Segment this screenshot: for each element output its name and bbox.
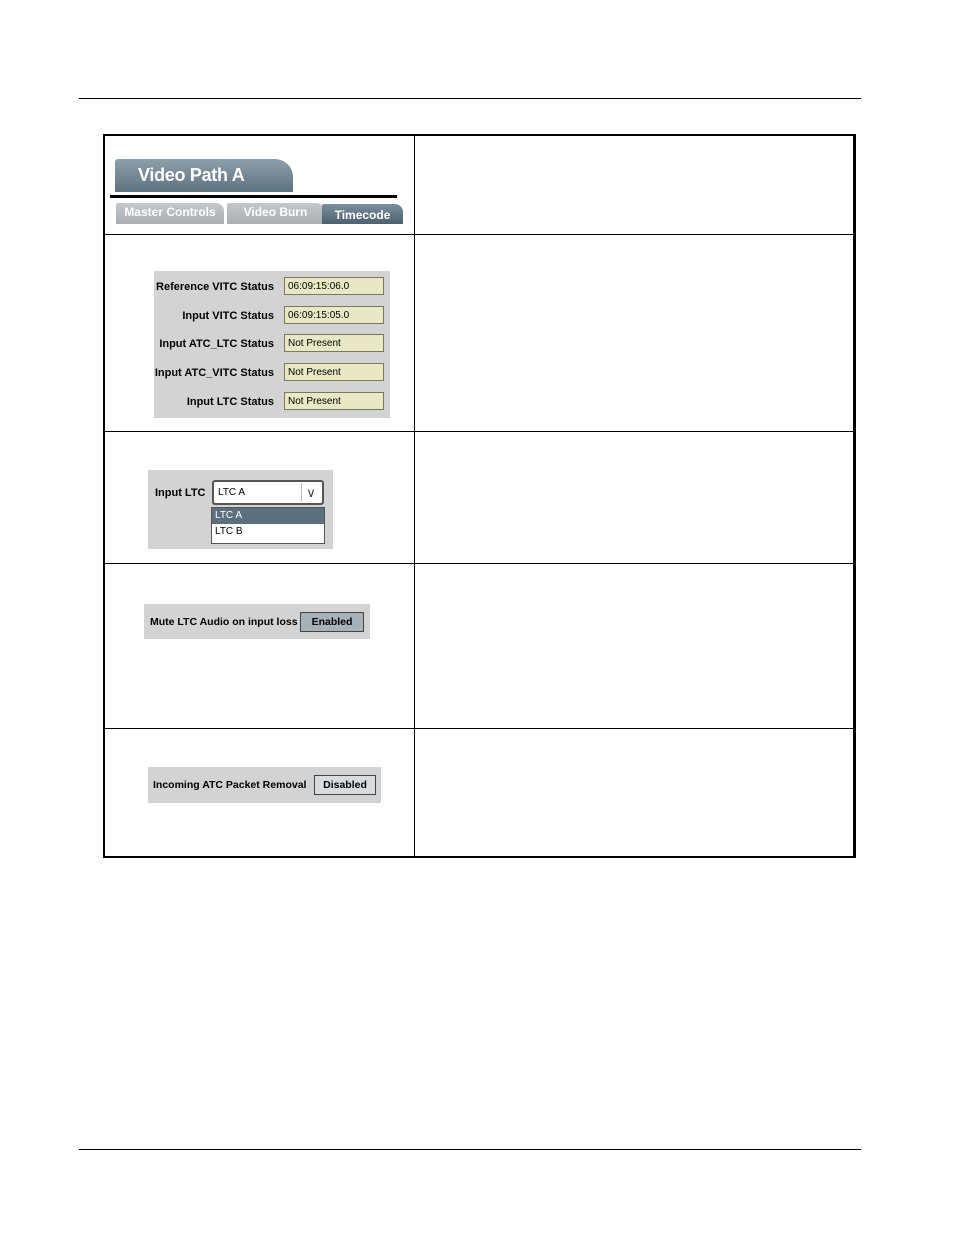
input-ltc-dropdown-list bbox=[211, 507, 325, 544]
mute-cell bbox=[104, 564, 415, 729]
tab-timecode[interactable]: Timecode bbox=[322, 204, 403, 224]
tab-divider bbox=[110, 195, 397, 198]
description-cell bbox=[415, 432, 855, 564]
atc-removal-panel bbox=[148, 767, 381, 803]
input-ltc-cell bbox=[104, 432, 415, 564]
status-field: Not Present bbox=[284, 392, 384, 410]
status-label: Input VITC Status bbox=[182, 310, 274, 322]
status-row bbox=[154, 306, 390, 326]
status-label: Reference VITC Status bbox=[156, 281, 274, 293]
dropdown-option-ltc-b[interactable]: LTC B bbox=[215, 526, 243, 537]
input-ltc-panel bbox=[148, 470, 333, 549]
input-ltc-select[interactable] bbox=[212, 480, 324, 505]
status-row bbox=[154, 363, 390, 383]
status-row bbox=[154, 334, 390, 354]
tab-header-cell bbox=[104, 135, 415, 235]
description-cell bbox=[415, 729, 855, 858]
description-cell bbox=[415, 135, 855, 235]
atc-removal-toggle-button[interactable]: Disabled bbox=[314, 775, 376, 795]
status-row bbox=[154, 277, 390, 297]
status-label: Input ATC_VITC Status bbox=[154, 367, 274, 379]
atc-cell bbox=[104, 729, 415, 858]
status-label: Input LTC Status bbox=[186, 396, 274, 408]
tab-video-burn[interactable]: Video Burn bbox=[227, 203, 324, 224]
input-ltc-label: Input LTC bbox=[155, 487, 206, 499]
status-cell bbox=[104, 235, 415, 432]
status-row bbox=[154, 392, 390, 412]
status-label: Input ATC_LTC Status bbox=[159, 338, 274, 350]
subtab-bar bbox=[116, 203, 403, 224]
tab-master-controls[interactable]: Master Controls bbox=[116, 203, 224, 224]
input-ltc-selected-value: LTC A bbox=[218, 487, 246, 498]
timecode-status-panel bbox=[154, 271, 390, 418]
dropdown-option-ltc-a[interactable]: LTC A bbox=[212, 508, 324, 524]
description-cell bbox=[415, 564, 855, 729]
status-field: Not Present bbox=[284, 334, 384, 352]
status-field: Not Present bbox=[284, 363, 384, 381]
status-field: 06:09:15:06.0 bbox=[284, 277, 384, 295]
controls-table bbox=[103, 134, 856, 858]
mute-ltc-toggle-button[interactable]: Enabled bbox=[300, 612, 364, 632]
chevron-down-icon[interactable]: ∨ bbox=[301, 483, 320, 502]
description-cell bbox=[415, 235, 855, 432]
panel-title-tab[interactable]: Video Path A bbox=[115, 159, 293, 192]
mute-ltc-label: Mute LTC Audio on input loss bbox=[150, 616, 298, 628]
header-rule bbox=[79, 98, 861, 99]
mute-ltc-panel bbox=[144, 604, 370, 639]
footer-rule bbox=[79, 1149, 861, 1150]
status-field: 06:09:15:05.0 bbox=[284, 306, 384, 324]
atc-removal-label: Incoming ATC Packet Removal bbox=[153, 779, 307, 791]
